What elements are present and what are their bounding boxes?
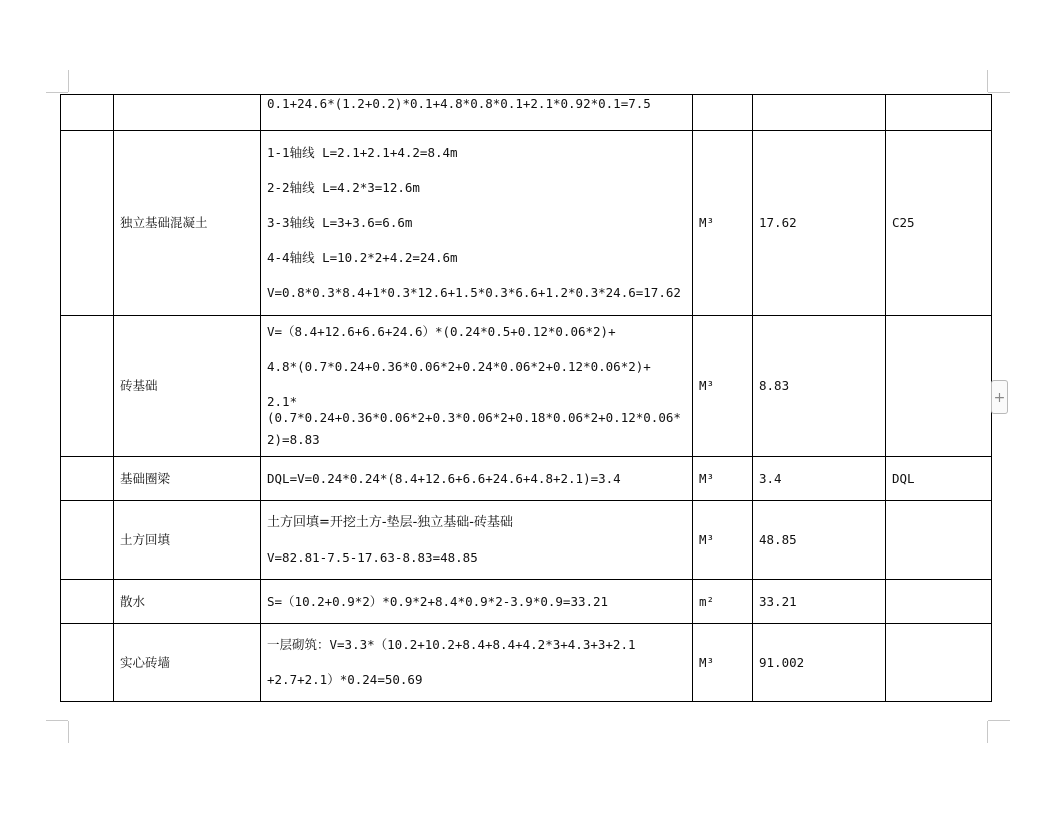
unit-cell[interactable] [693, 95, 753, 131]
unit-cell[interactable]: M³ [693, 131, 753, 316]
crop-mark-top-left-v [68, 70, 69, 92]
calculation-cell[interactable] [261, 580, 693, 624]
calculation-line: V=82.81-7.5-17.63-8.83=48.85 [267, 549, 478, 565]
quantity-cell[interactable]: 33.21 [753, 580, 886, 624]
calculation-line: 0.1+24.6*(1.2+0.2)*0.1+4.8*0.8*0.1+2.1*0.92*0.1=7.5 [267, 96, 651, 111]
unit-cell[interactable]: M³ [693, 457, 753, 501]
calculation-line: V=（8.4+12.6+6.6+24.6）*(0.24*0.5+0.12*0.06*2)+ [267, 324, 616, 339]
item-name-cell[interactable] [114, 95, 261, 131]
remark-cell[interactable] [886, 316, 992, 457]
quantity-cell[interactable]: 8.83 [753, 316, 886, 457]
crop-mark-bottom-left-v [68, 721, 69, 743]
add-row-button[interactable]: + [991, 380, 1008, 414]
quantity-cell[interactable]: 3.4 [753, 457, 886, 501]
unit-cell[interactable]: M³ [693, 624, 753, 702]
calculation-line: 1-1轴线 L=2.1+2.1+4.2=8.4m [267, 145, 458, 160]
calculation-line: 2.1*(0.7*0.24+0.36*0.06*2+0.3*0.06*2+0.18*0.06*2+0.12*0.06* [267, 394, 681, 425]
remark-cell[interactable] [886, 580, 992, 624]
crop-mark-bottom-left-h [46, 720, 68, 721]
calculation-line: 2-2轴线 L=4.2*3=12.6m [267, 180, 420, 195]
calculation-line: 3-3轴线 L=3+3.6=6.6m [267, 215, 413, 230]
remark-cell[interactable]: C25 [886, 131, 992, 316]
index-cell[interactable] [61, 316, 114, 457]
calculation-cell[interactable] [261, 95, 693, 131]
table-row [61, 131, 992, 316]
index-cell[interactable] [61, 131, 114, 316]
calculation-cell[interactable] [261, 501, 693, 580]
calculation-cell[interactable] [261, 131, 693, 316]
crop-mark-top-right-v [987, 70, 988, 92]
quantity-cell[interactable] [753, 95, 886, 131]
crop-mark-top-left-h [46, 92, 68, 93]
item-name-cell[interactable]: 基础圈梁 [114, 457, 261, 501]
quantity-cell[interactable]: 17.62 [753, 131, 886, 316]
remark-cell[interactable] [886, 501, 992, 580]
calculation-line: 4-4轴线 L=10.2*2+4.2=24.6m [267, 250, 458, 265]
table-row [61, 316, 992, 457]
item-name-cell[interactable]: 实心砖墙 [114, 624, 261, 702]
calculation-line: 4.8*(0.7*0.24+0.36*0.06*2+0.24*0.06*2+0.12*0.06*2)+ [267, 359, 651, 374]
unit-cell[interactable]: m² [693, 580, 753, 624]
table-row [61, 580, 992, 624]
calculation-cell[interactable] [261, 624, 693, 702]
quantity-calculation-table [60, 94, 992, 702]
table-row [61, 501, 992, 580]
calculation-line: DQL=V=0.24*0.24*(8.4+12.6+6.6+24.6+4.8+2.1)=3.4 [267, 470, 621, 486]
crop-mark-bottom-right-v [987, 721, 988, 743]
calculation-line: S=（10.2+0.9*2）*0.9*2+8.4*0.9*2-3.9*0.9=33.21 [267, 593, 609, 609]
calculation-line: 土方回填=开挖土方-垫层-独立基础-砖基础 [267, 514, 513, 530]
index-cell[interactable] [61, 624, 114, 702]
remark-cell[interactable]: DQL [886, 457, 992, 501]
quantity-cell[interactable]: 91.002 [753, 624, 886, 702]
remark-cell[interactable] [886, 95, 992, 131]
item-name-cell[interactable]: 土方回填 [114, 501, 261, 580]
table-row [61, 457, 992, 501]
remark-cell[interactable] [886, 624, 992, 702]
calculation-cell[interactable] [261, 457, 693, 501]
item-name-cell[interactable]: 散水 [114, 580, 261, 624]
index-cell[interactable] [61, 457, 114, 501]
calculation-line: 一层砌筑：V=3.3*（10.2+10.2+8.4+8.4+4.2*3+4.3+3+2.1 [267, 637, 636, 652]
calculation-line: +2.7+2.1）*0.24=50.69 [267, 672, 423, 687]
item-name-cell[interactable]: 砖基础 [114, 316, 261, 457]
table-row [61, 624, 992, 702]
calculation-line: 2)=8.83 [267, 432, 320, 447]
calculation-line: V=0.8*0.3*8.4+1*0.3*12.6+1.5*0.3*6.6+1.2*0.3*24.6=17.62 [267, 285, 681, 300]
index-cell[interactable] [61, 501, 114, 580]
quantity-cell[interactable]: 48.85 [753, 501, 886, 580]
table-row [61, 95, 992, 131]
index-cell[interactable] [61, 95, 114, 131]
unit-cell[interactable]: M³ [693, 501, 753, 580]
item-name-cell[interactable]: 独立基础混凝土 [114, 131, 261, 316]
index-cell[interactable] [61, 580, 114, 624]
crop-mark-bottom-right-h [988, 720, 1010, 721]
unit-cell[interactable]: M³ [693, 316, 753, 457]
crop-mark-top-right-h [988, 92, 1010, 93]
calculation-cell[interactable] [261, 316, 693, 457]
